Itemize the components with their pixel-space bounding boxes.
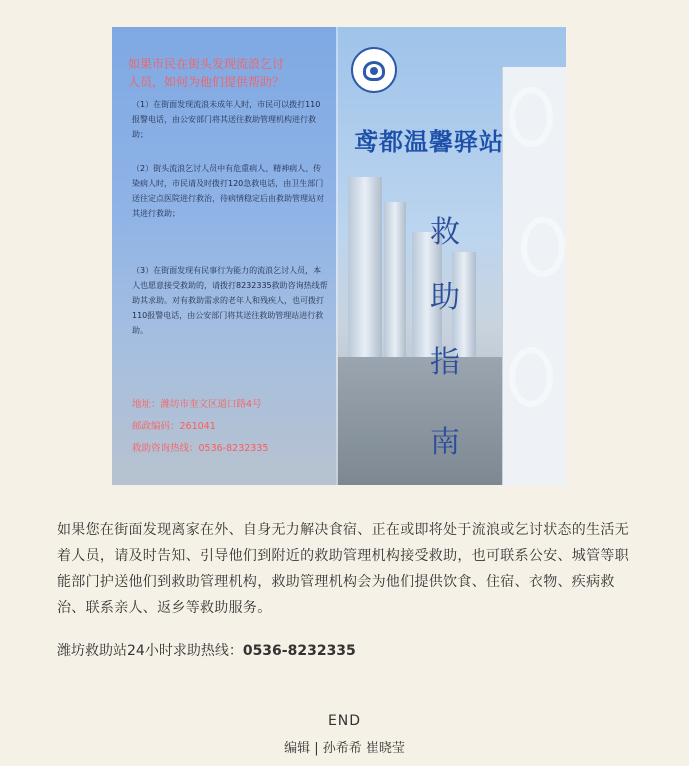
end-marker: END bbox=[327, 713, 362, 729]
station-name: 鸢都温馨驿站 bbox=[354, 128, 504, 156]
editors-credit: 编辑 | 孙希希 崔晓莹 bbox=[284, 741, 405, 756]
hotline-label: 潍坊救助站24小时求助热线： bbox=[57, 643, 243, 659]
brochure-postcode: 邮政编码：261041 bbox=[132, 421, 216, 432]
brochure-title-line: 人员，如何为他们提供帮助？ bbox=[128, 75, 285, 89]
guide-char: 南 bbox=[430, 425, 460, 460]
article-body: 如果您在街面发现离家在外、自身无力解决食宿、正在或即将处于流浪或乞讨状态的生活无着人员，请及时告知、引导他们到附近的救助管理机构接受救助，也可联系公安、城管等职能部门护送他们到救助管理机构，救助管理机构会为他们提供饮食、住宿、衣物、疾病救治、联系亲人、返乡等救助服务。 bbox=[57, 522, 629, 616]
brochure-title bbox=[128, 55, 328, 91]
brochure-photo bbox=[112, 27, 566, 485]
brochure-title-line: 如果市民在街头发现流浪乞讨 bbox=[128, 57, 285, 71]
station-logo-icon bbox=[351, 47, 397, 93]
skyscraper bbox=[348, 177, 382, 367]
guide-char: 救 bbox=[430, 215, 460, 250]
sculpture-tower bbox=[502, 67, 566, 485]
brochure-hotline: 救助咨询热线：0536-8232335 bbox=[132, 443, 269, 454]
fold-line bbox=[336, 27, 338, 485]
guide-char: 助 bbox=[430, 280, 460, 315]
sculpture-ring bbox=[521, 217, 565, 277]
sculpture-ring bbox=[509, 347, 553, 407]
brochure-paragraph-2: （2）街头流浪乞讨人员中有危重病人、精神病人、传染病人时，市民请及时拨打120急救电话，由卫生部门送往定点医院进行救治，待病情稳定后由救助管理站对其进行救助； bbox=[132, 164, 324, 218]
guide-char: 指 bbox=[430, 345, 460, 380]
brochure-address: 地址：潍坊市奎文区道口路4号 bbox=[132, 399, 262, 410]
brochure-paragraph-1: （1）在街面发现流浪未成年人时，市民可以拨打110报警电话，由公安部门将其送往救助管理机构进行救助； bbox=[132, 100, 321, 139]
brochure-paragraph-3: （3）在街面发现有民事行为能力的流浪乞讨人员，本人也愿意接受救助的，请拨打8232335救助咨询热线帮助其求助。对有救助需求的老年人和残疾人，也可拨打110报警电话，由公安部门将其送往救助管理站进行救助。 bbox=[132, 266, 328, 335]
skyscraper bbox=[384, 202, 406, 362]
hotline-line bbox=[57, 640, 356, 660]
sculpture-ring bbox=[509, 87, 553, 147]
hotline-number: 0536-8232335 bbox=[242, 643, 356, 659]
